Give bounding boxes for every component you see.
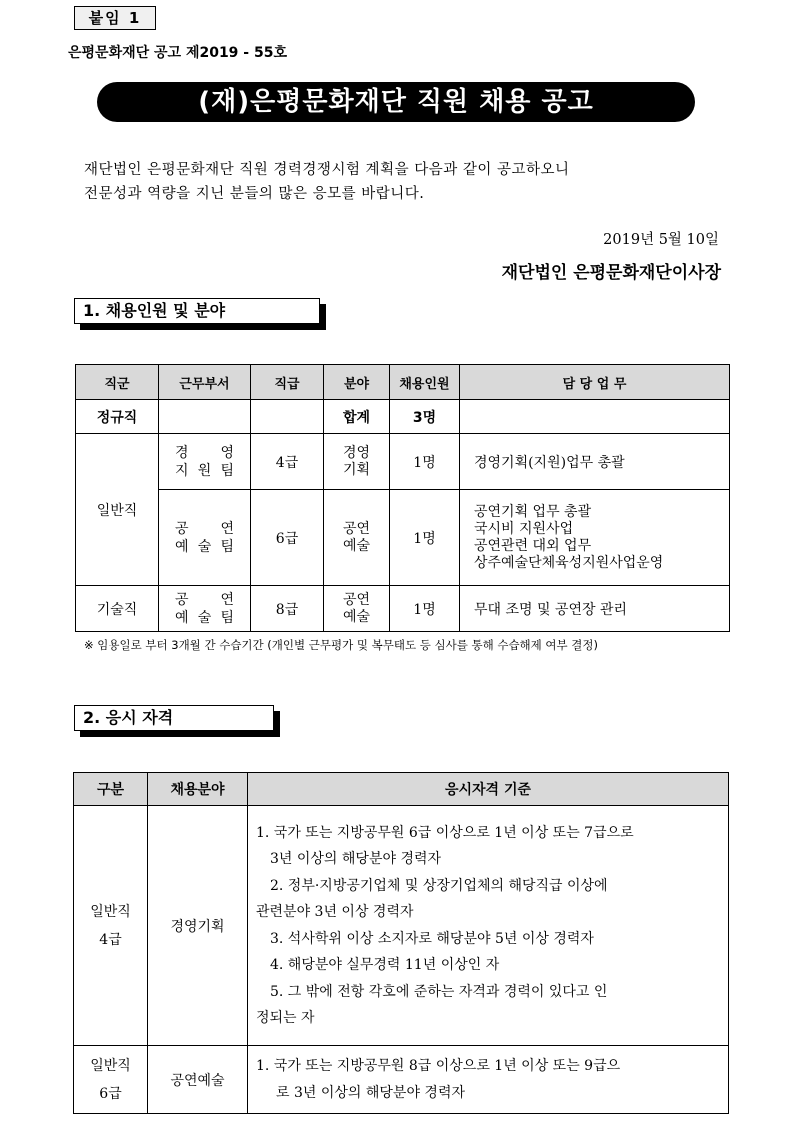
criteria-line: 3년 이상의 해당분야 경력자	[270, 851, 442, 867]
group-cell: 기술직	[76, 586, 159, 632]
notice-number: 은평문화재단 공고 제2019 - 55호	[68, 45, 287, 61]
table-row	[74, 1046, 729, 1114]
dept-cell	[159, 586, 251, 632]
duties-cell: 경영기획(지원)업무 총괄	[460, 434, 730, 490]
section-1-heading: 1. 채용인원 및 분야	[74, 298, 320, 324]
header-cell: 직군	[76, 365, 159, 400]
criteria-line: 2. 정부·지방공기업체 및 상장기업체의 해당직급 이상에	[270, 877, 608, 894]
page-title: (재)은평문화재단 직원 채용 공고	[97, 82, 695, 122]
dept-cell	[159, 434, 251, 490]
table-row	[76, 434, 730, 490]
grade-cell: 6급	[251, 490, 324, 586]
dept-line: 공 연	[175, 591, 234, 608]
table-cell	[159, 400, 251, 434]
header-cell: 직급	[251, 365, 324, 400]
criteria-line: 관련분야 3년 이상 경력자	[256, 904, 414, 920]
field-cell: 경영기획	[148, 806, 248, 1046]
field-cell: 공연 예술	[324, 586, 390, 632]
table-cell	[251, 400, 324, 434]
criteria-line: 정되는 자	[256, 1010, 315, 1026]
attachment-tag: 붙임 1	[74, 6, 156, 30]
header-cell: 근무부서	[159, 365, 251, 400]
recruitment-table	[75, 364, 730, 632]
table-cell	[460, 400, 730, 434]
field-cell: 공연예술	[148, 1046, 248, 1114]
section-2-heading: 2. 응시 자격	[74, 705, 274, 731]
header-cell: 채용인원	[390, 365, 460, 400]
count-cell: 1명	[390, 434, 460, 490]
header-cell: 담 당 업 무	[460, 365, 730, 400]
intro-paragraph	[84, 158, 569, 206]
group-cell: 일반직	[76, 434, 159, 586]
grade-cell: 8급	[251, 586, 324, 632]
table-header-row	[76, 365, 730, 400]
group-cell: 일반직 6급	[74, 1046, 148, 1114]
table-row	[74, 806, 729, 1046]
intro-line: 재단법인 은평문화재단 직원 경력경쟁시험 계획을 다음과 같이 공고하오니	[84, 162, 570, 178]
criteria-line: 4. 해당분야 실무경력 11년 이상인 자	[270, 957, 500, 973]
group-cell: 정규직	[76, 400, 159, 434]
count-cell: 1명	[390, 490, 460, 586]
issuer: 재단법인 은평문화재단이사장	[501, 263, 721, 283]
notice-date: 2019년 5월 10일	[603, 232, 719, 248]
field-cell: 경영 기획	[324, 434, 390, 490]
duties-cell: 공연기획 업무 총괄 국시비 지원사업 공연관련 대외 업무 상주예술단체육성지원사업운영	[460, 490, 730, 586]
criteria-line: 5. 그 밖에 전항 각호에 준하는 자격과 경력이 있다고 인	[270, 983, 608, 1000]
dept-line: 경 영	[175, 444, 234, 461]
intro-line: 전문성과 역량을 지닌 분들의 많은 응모를 바랍니다.	[84, 186, 425, 202]
criteria-line: 3. 석사학위 이상 소지자로 해당분야 5년 이상 경력자	[270, 930, 594, 947]
total-count: 3명	[390, 400, 460, 434]
grade-cell: 4급	[251, 434, 324, 490]
qualification-table	[73, 772, 729, 1114]
group-cell: 일반직 4급	[74, 806, 148, 1046]
dept-line: 지 원 팀	[175, 462, 234, 479]
criteria-line: 1. 국가 또는 지방공무원 8급 이상으로 1년 이상 또는 9급으	[256, 1058, 621, 1074]
criteria-cell	[248, 1046, 729, 1114]
dept-cell	[159, 490, 251, 586]
dept-line: 예 술 팀	[175, 609, 234, 626]
count-cell: 1명	[390, 586, 460, 632]
dept-line: 공 연	[175, 520, 234, 537]
table-row	[76, 586, 730, 632]
table-row	[76, 400, 730, 434]
duties-cell: 무대 조명 및 공연장 관리	[460, 586, 730, 632]
header-cell: 채용분야	[148, 773, 248, 806]
probation-note: ※ 임용일로 부터 3개월 간 수습기간 (개인별 근무평가 및 복무태도 등 심사를 통해 수습해제 여부 결정)	[84, 638, 599, 652]
criteria-line: 로 3년 이상의 해당분야 경력자	[276, 1084, 465, 1101]
header-cell: 구분	[74, 773, 148, 806]
dept-line: 예 술 팀	[175, 538, 234, 555]
criteria-line: 1. 국가 또는 지방공무원 6급 이상으로 1년 이상 또는 7급으로	[256, 824, 634, 841]
header-cell: 분야	[324, 365, 390, 400]
total-label: 합계	[324, 400, 390, 434]
field-cell: 공연 예술	[324, 490, 390, 586]
table-row	[76, 490, 730, 586]
table-header-row	[74, 773, 729, 806]
criteria-cell	[248, 806, 729, 1046]
header-cell: 응시자격 기준	[248, 773, 729, 806]
